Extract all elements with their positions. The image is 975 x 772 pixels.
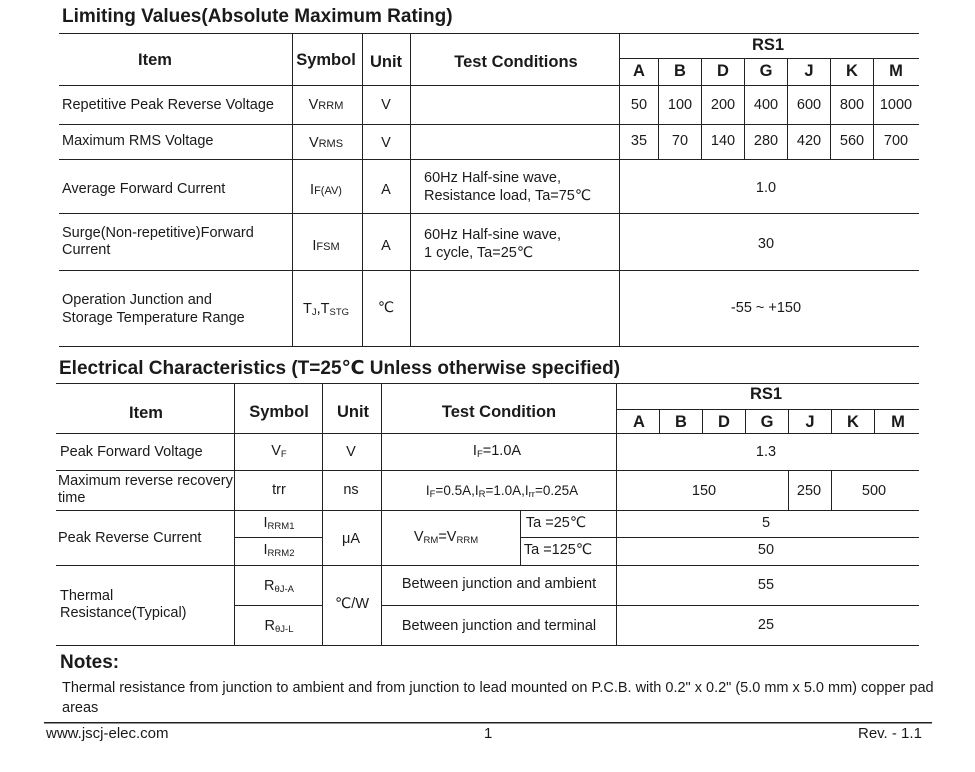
t1-r4-unit: A: [381, 238, 391, 254]
t1-r1-item: Repetitive Peak Reverse Voltage: [62, 97, 274, 113]
t2-header-symbol: Symbol: [249, 403, 309, 421]
t1-r2-item: Maximum RMS Voltage: [62, 133, 214, 149]
t2-r4-symbol-1: $R_{\theta J-A}$: [263, 578, 295, 595]
t2-r4-condition-terminal: Between junction and terminal: [401, 618, 597, 634]
t1-grade-k: K: [846, 62, 858, 80]
t1-r2-unit: V: [381, 135, 391, 151]
t2-r4-item-line2: Resistance(Typical): [60, 605, 187, 621]
electrical-characteristics-title: Electrical Characteristics (T=25℃ Unless otherwise specified): [59, 358, 621, 379]
t2-r3-value-1: 5: [761, 515, 771, 531]
t2-r1-value: 1.3: [755, 444, 777, 460]
t1-r3-condition-line2: Resistance load, Ta=75℃: [424, 188, 592, 204]
t2-r3-symbol-1: $I_{RRM1}$: [263, 515, 295, 532]
t2-header-unit: Unit: [336, 403, 370, 421]
t1-r3-symbol: IF(AV): [310, 182, 342, 198]
t1-r2-value-a: 35: [630, 133, 648, 149]
t2-header-item: Item: [129, 404, 163, 422]
footer-page-number: 1: [484, 725, 493, 742]
t1-r1-unit: V: [381, 97, 391, 113]
notes-title: Notes:: [60, 652, 120, 673]
t2-r3-value-2: 50: [757, 542, 775, 558]
t2-r2-value-j: 250: [796, 483, 822, 499]
t1-r4-item-line2: Current: [62, 242, 111, 258]
t2-r3-item: Peak Reverse Current: [58, 530, 202, 546]
t1-r1-value-g: 400: [753, 97, 779, 113]
t2-grade-j: J: [805, 413, 815, 431]
t2-r3-symbol-2: $I_{RRM2}$: [263, 542, 295, 559]
limiting-values-title: Limiting Values(Absolute Maximum Rating): [62, 6, 453, 27]
t1-r5-item-line2: Storage Temperature Range: [62, 310, 245, 326]
t1-grade-m: M: [889, 62, 903, 80]
t1-r2-value-d: 140: [710, 133, 736, 149]
t1-grade-b: B: [674, 62, 686, 80]
t1-r4-condition-line1: 60Hz Half-sine wave,: [424, 227, 561, 243]
t2-grade-g: G: [760, 413, 774, 431]
t1-r3-value: 1.0: [755, 180, 777, 196]
t2-r3-ta-25: Ta =25℃: [525, 515, 587, 531]
t2-r4-condition-ambient: Between junction and ambient: [401, 576, 597, 592]
t1-header-unit: Unit: [369, 53, 403, 71]
t2-r2-value-a-g: 150: [691, 483, 717, 499]
t2-r4-item-line1: Thermal: [60, 588, 114, 604]
t2-grade-a: A: [633, 413, 645, 431]
t2-r4-value-ambient: 55: [757, 577, 775, 593]
t1-header-symbol: Symbol: [296, 51, 356, 69]
t1-grade-g: G: [759, 62, 773, 80]
t2-r4-unit: ℃/W: [335, 596, 369, 612]
t2-grade-d: D: [718, 413, 730, 431]
t1-r5-unit: ℃: [377, 300, 395, 316]
t1-r2-value-b: 70: [671, 133, 689, 149]
t1-header-item: Item: [138, 51, 172, 69]
footer-website[interactable]: www.jscj-elec.com: [46, 725, 169, 742]
t2-r1-symbol: $V_F$: [271, 443, 287, 460]
t1-r4-symbol: IFSM: [312, 238, 340, 254]
t2-r2-symbol: trr: [272, 482, 286, 498]
notes-text: Thermal resistance from junction to ambient and from junction to lead mounted on P.C.B. with 0.2" x 0.2" (5.0 mm x 5.0 mm) copper pad areas: [62, 680, 934, 716]
t1-r2-value-m: 700: [883, 133, 909, 149]
t1-r4-value: 30: [757, 236, 775, 252]
t1-r3-unit: A: [381, 182, 391, 198]
t1-r1-value-j: 600: [796, 97, 822, 113]
t1-grade-a: A: [633, 62, 645, 80]
t2-r4-symbol-2: $R_{\theta J-L}$: [264, 618, 294, 635]
t2-grade-b: B: [675, 413, 687, 431]
t1-r2-value-j: 420: [796, 133, 822, 149]
t1-r3-condition-line1: 60Hz Half-sine wave,: [424, 170, 561, 186]
t2-r1-item: Peak Forward Voltage: [60, 444, 203, 460]
t1-grade-d: D: [717, 62, 729, 80]
t1-r1-value-d: 200: [710, 97, 736, 113]
t2-r2-condition: $I_F=0.5A,I_R=1.0A,I_{rr}=0.25A$: [425, 483, 579, 500]
t1-r5-value: -55 ~ +150: [730, 300, 802, 316]
t2-r2-item-line2: time: [58, 490, 86, 506]
t1-header-part: RS1: [751, 36, 785, 54]
t2-grade-m: M: [891, 413, 905, 431]
t1-r1-value-k: 800: [839, 97, 865, 113]
t1-r1-symbol: VRRM: [308, 97, 344, 113]
t1-r2-value-k: 560: [839, 133, 865, 149]
t1-grade-j: J: [804, 62, 814, 80]
t1-r2-value-g: 280: [753, 133, 779, 149]
t1-r1-value-m: 1000: [879, 97, 913, 113]
t2-grade-k: K: [847, 413, 859, 431]
t2-header-part: RS1: [749, 385, 783, 403]
t2-r1-condition: $I_F=1.0A$: [472, 443, 522, 460]
t2-r2-value-k-m: 500: [861, 483, 887, 499]
t1-r5-item-line1: Operation Junction and: [62, 292, 212, 308]
t1-r5-symbol: $T_J,T_{STG}$: [302, 301, 350, 318]
t2-r3-unit: μA: [341, 531, 361, 547]
t2-header-conditions: Test Condition: [441, 403, 557, 421]
t1-r4-item-line1: Surge(Non-repetitive)Forward: [62, 225, 254, 241]
t2-r4-value-terminal: 25: [757, 617, 775, 633]
t1-r4-condition-line2: 1 cycle, Ta=25℃: [424, 245, 534, 261]
t2-r2-item-line1: Maximum reverse recovery: [58, 473, 233, 489]
t1-r3-item: Average Forward Current: [62, 181, 226, 197]
t2-r3-condition: $V_{RM}=V_{RRM}$: [413, 529, 479, 546]
t1-header-conditions: Test Conditions: [454, 53, 578, 71]
t1-r1-value-a: 50: [630, 97, 648, 113]
t2-r1-unit: V: [346, 444, 356, 460]
t1-r1-value-b: 100: [667, 97, 693, 113]
footer-revision: Rev. - 1.1: [858, 725, 922, 742]
t1-r2-symbol: VRMS: [308, 135, 344, 151]
t2-r3-ta-125: Ta =125℃: [523, 542, 593, 558]
t2-r2-unit: ns: [343, 482, 359, 498]
